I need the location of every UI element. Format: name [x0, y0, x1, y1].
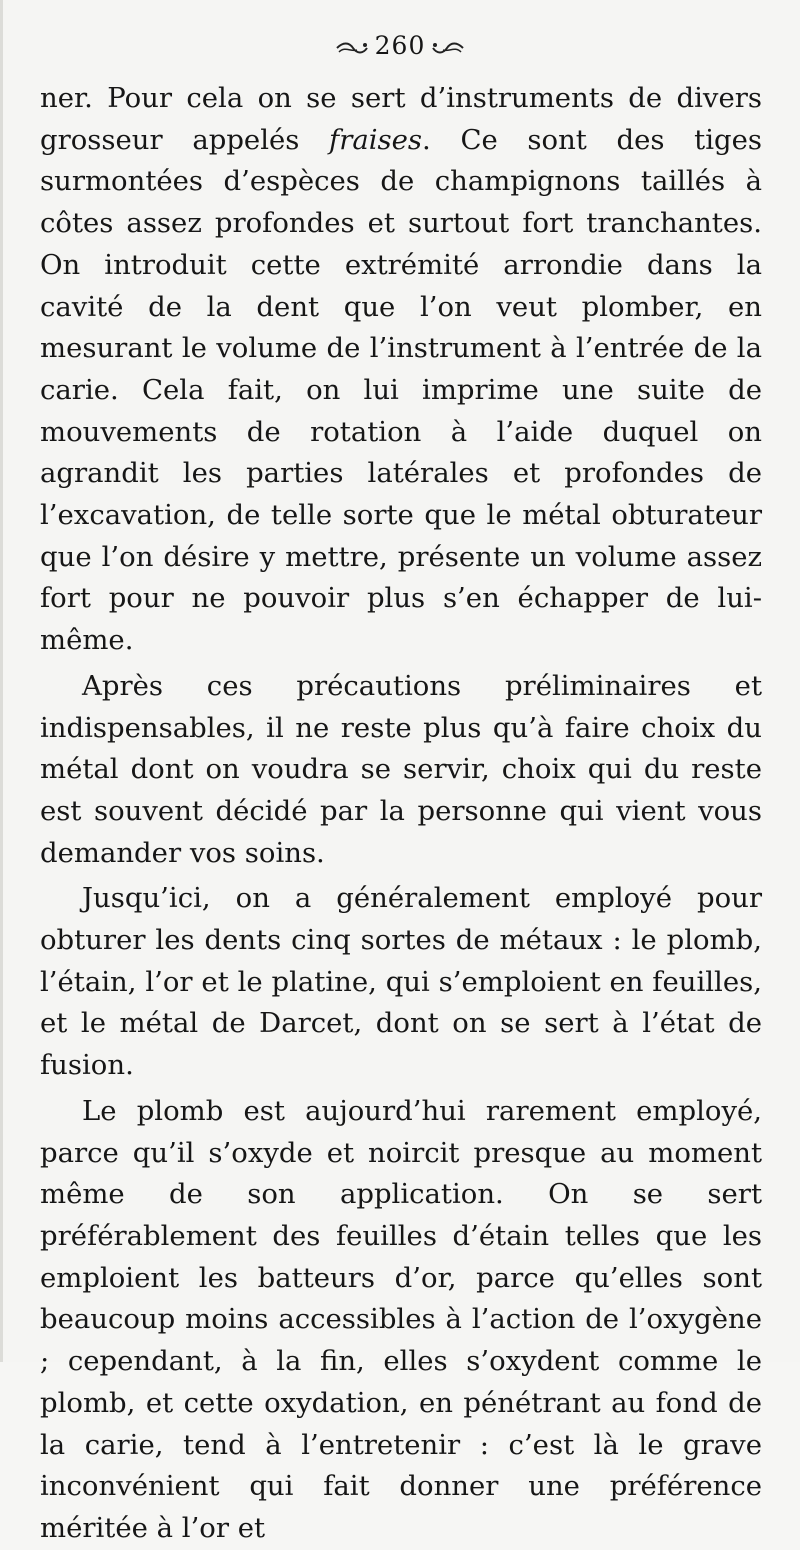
- right-flourish-icon: [431, 32, 465, 64]
- body-text: [40, 78, 762, 1550]
- paragraph-3: Jusqu’ici, on a généralement employé pour obturer les dents cinq sortes de métaux : le plomb, l’étain, l’or et le platine, qui s’emploient en feuilles, et le métal de Darcet, dont on se sert à l’état de fusion.: [40, 882, 762, 1082]
- paragraph-1-start: ner. Pour cela on se sert d’instruments de divers grosseur appelés: [40, 82, 762, 156]
- page-number: 260: [374, 31, 426, 60]
- paragraph-1-rest: . Ce sont des tiges surmontées d’espèces de champignons taillés à côtes assez profondes et surtout fort tranchantes. On introduit cette extrémité arrondie dans la cavité de la dent que l’on veut plomber, en mesurant le volume de l’instrument à l’entrée de la carie. Cela fait, on lui imprime une suite de mouvements de rotation à l’aide duquel on agrandit les parties latérales et profondes de l’excavation, de telle sorte que le métal obturateur que l’on désire y mettre, présente un volume assez fort pour ne pouvoir plus s’en échapper de lui-même.: [40, 123, 762, 657]
- page-edge: [0, 0, 3, 1362]
- paragraph-1: [40, 78, 762, 662]
- page-header: [0, 30, 800, 64]
- paragraph-4: Le plomb est aujourd’hui rarement employé, parce qu’il s’oxyde et noircit presque au moment même de son application. On se sert préférablement des feuilles d’étain telles que les emploient les batteurs d’or, parce qu’elles sont beaucoup moins accessibles à l’action de l’oxygène ; cependant, à la fin, elles s’oxydent comme le plomb, et cette oxydation, en pénétrant au fond de la carie, tend à l’entretenir : c’est là le grave inconvénient qui fait donner une préférence méritée à l’or et: [40, 1094, 762, 1544]
- left-flourish-icon: [335, 32, 369, 64]
- italic-term-fraises: fraises: [329, 123, 423, 156]
- paragraph-2: Après ces précautions préliminaires et indispensables, il ne reste plus qu’à faire choix du métal dont on voudra se servir, choix qui du reste est souvent décidé par la personne qui vient vous demander vos soins.: [40, 669, 762, 869]
